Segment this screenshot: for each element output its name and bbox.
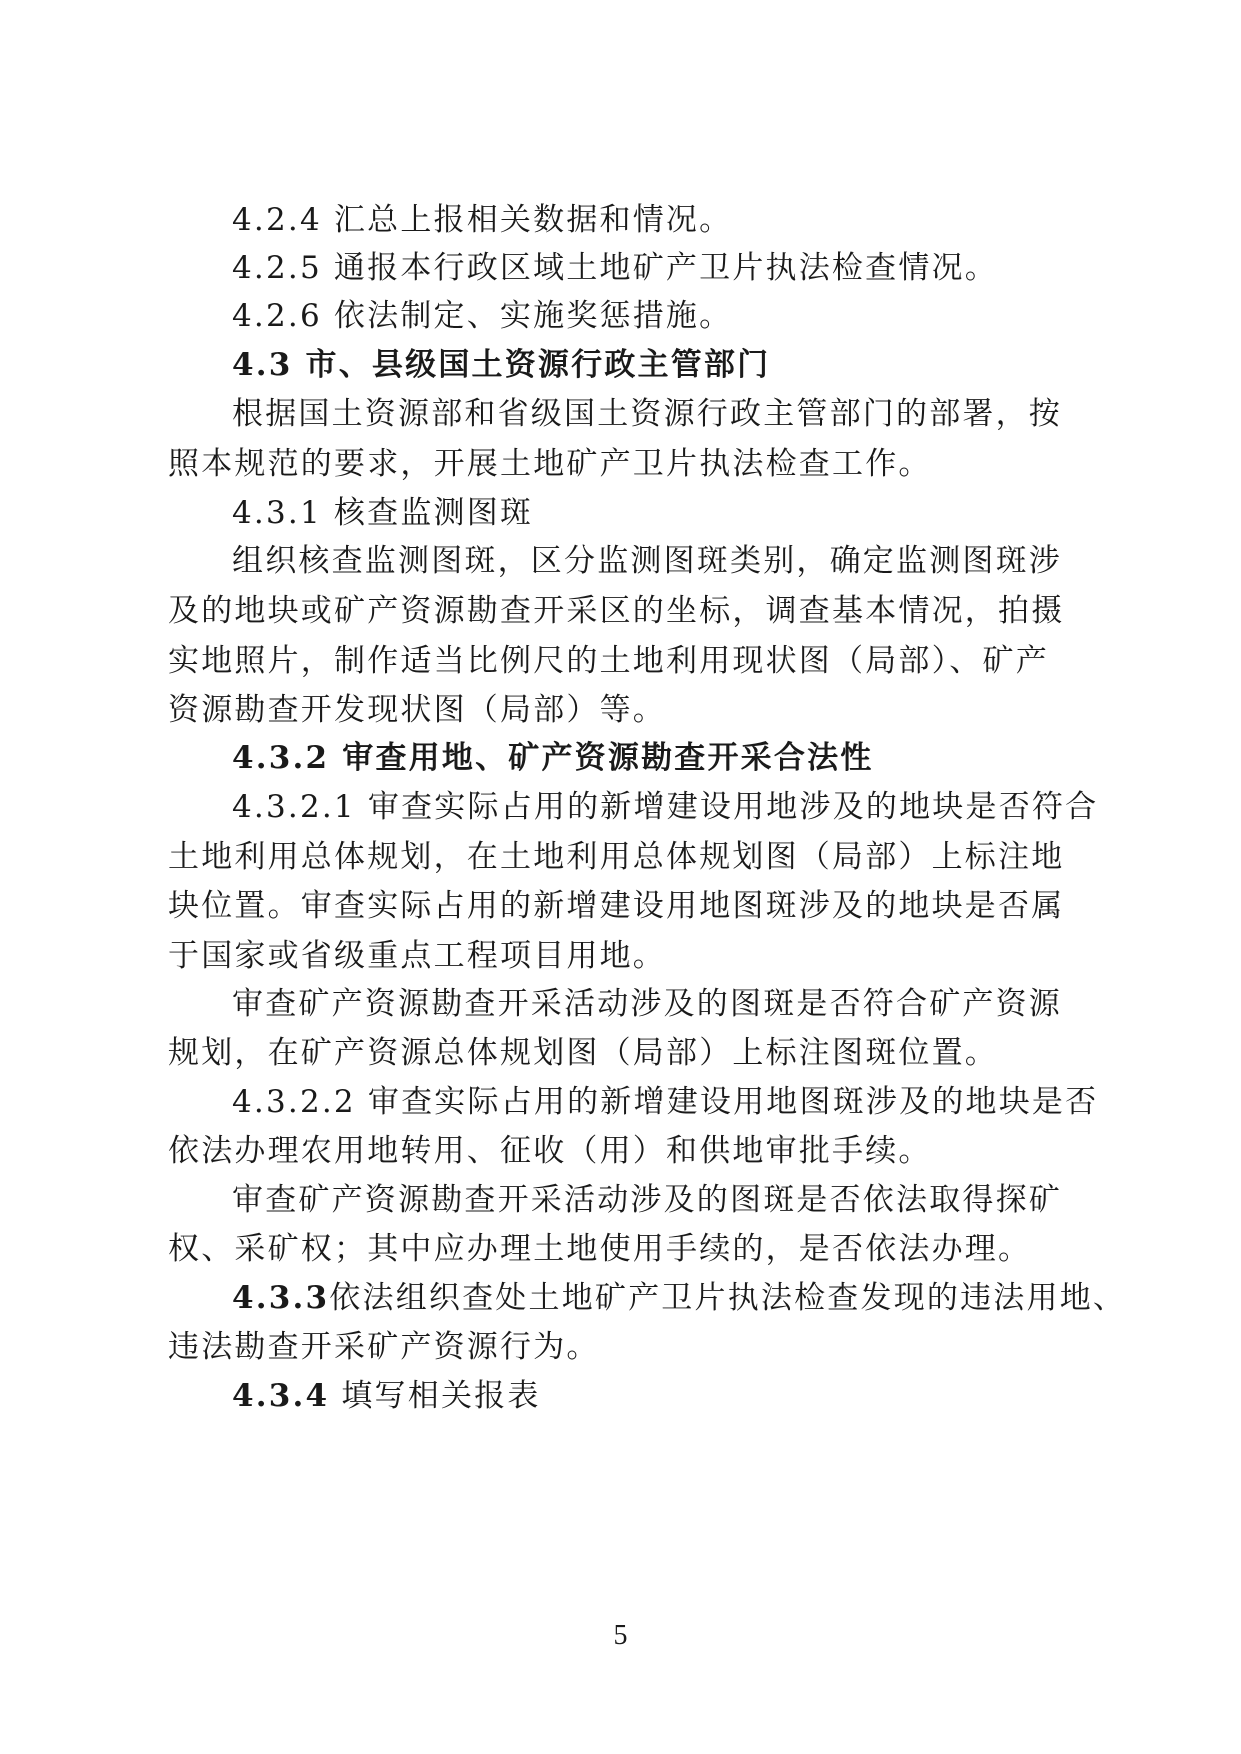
paragraph-4-2-4: 4.2.4 汇总上报相关数据和情况。 [232, 202, 733, 238]
paragraph-4-2-6: 4.2.6 依法制定、实施奖惩措施。 [232, 298, 733, 334]
paragraph-4-3-1-line-3: 实地照片，制作适当比例尺的土地利用现状图（局部）、矿产 [168, 643, 1049, 679]
section-number-4-3-4: 4.3.4 [232, 1378, 330, 1414]
paragraph-4-3-2-2-line-1: 4.3.2.2 审查实际占用的新增建设用地图斑涉及的地块是否 [232, 1084, 1099, 1120]
paragraph-4-3-2-1-line-2: 土地利用总体规划，在土地利用总体规划图（局部）上标注地 [168, 839, 1065, 875]
page-number: 5 [613, 1620, 628, 1651]
section-number-4-3-3: 4.3.3 [232, 1280, 330, 1316]
paragraph-4-3-1-line-4: 资源勘查开发现状图（局部）等。 [168, 692, 666, 728]
paragraph-4-3-3-line-1 [232, 1278, 1127, 1318]
paragraph-4-3-line-2: 照本规范的要求，开展土地矿产卫片执法检查工作。 [168, 446, 932, 482]
heading-4-3-1: 4.3.1 核查监测图斑 [232, 495, 534, 531]
heading-4-3: 4.3 市、县级国土资源行政主管部门 [232, 347, 771, 383]
paragraph-4-3-1-line-2: 及的地块或矿产资源勘查开采区的坐标，调查基本情况，拍摄 [168, 593, 1065, 629]
heading-4-3-4-text: 填写相关报表 [341, 1378, 541, 1414]
heading-4-3-4 [232, 1376, 1088, 1416]
paragraph-mineral-planning-line-2: 规划，在矿产资源总体规划图（局部）上标注图斑位置。 [168, 1035, 998, 1071]
paragraph-mining-rights-line-1: 审查矿产资源勘查开采活动涉及的图斑是否依法取得探矿 [232, 1182, 1062, 1218]
paragraph-4-3-2-1-line-3: 块位置。审查实际占用的新增建设用地图斑涉及的地块是否属 [168, 888, 1065, 924]
paragraph-mineral-planning-line-1: 审查矿产资源勘查开采活动涉及的图斑是否符合矿产资源 [232, 986, 1062, 1022]
paragraph-mining-rights-line-2: 权、采矿权；其中应办理土地使用手续的，是否依法办理。 [168, 1231, 1032, 1267]
heading-4-3-2: 4.3.2 审查用地、矿产资源勘查开采合法性 [232, 740, 874, 776]
paragraph-4-3-3-text: 依法组织查处土地矿产卫片执法检查发现的违法用地、 [329, 1280, 1127, 1316]
paragraph-4-3-3-line-2: 违法勘查开采矿产资源行为。 [168, 1329, 600, 1365]
paragraph-4-3-2-1-line-4: 于国家或省级重点工程项目用地。 [168, 938, 666, 974]
paragraph-4-3-2-2-line-2: 依法办理农用地转用、征收（用）和供地审批手续。 [168, 1133, 932, 1169]
paragraph-4-2-5: 4.2.5 通报本行政区域土地矿产卫片执法检查情况。 [232, 250, 998, 286]
paragraph-4-3-2-1-line-1: 4.3.2.1 审查实际占用的新增建设用地涉及的地块是否符合 [232, 789, 1099, 825]
paragraph-4-3-line-1: 根据国土资源部和省级国土资源行政主管部门的部署，按 [232, 396, 1062, 432]
paragraph-4-3-1-line-1: 组织核查监测图斑，区分监测图斑类别，确定监测图斑涉 [232, 543, 1062, 579]
